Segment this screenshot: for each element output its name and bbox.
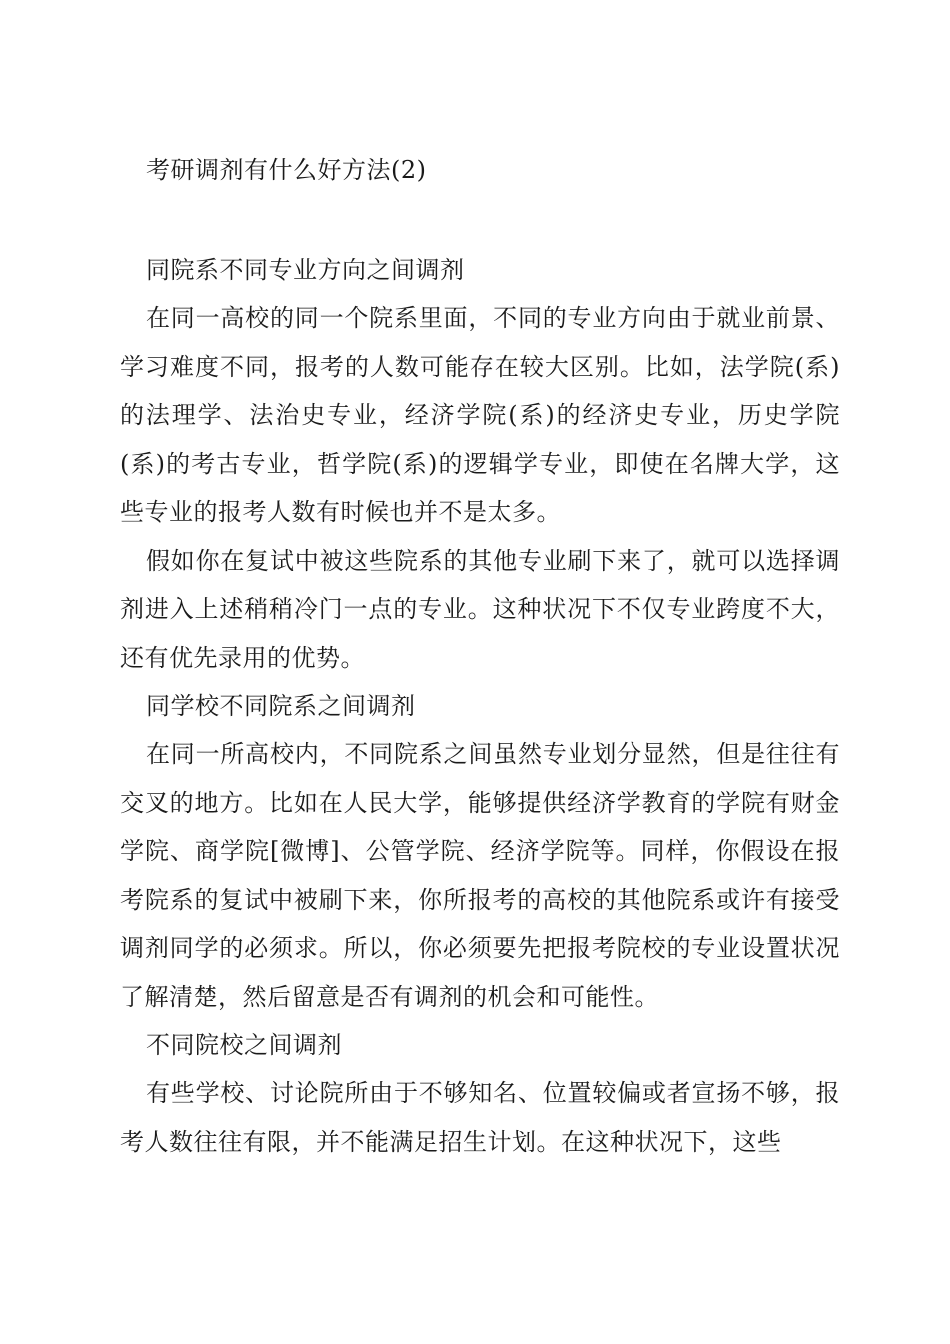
document-title: 考研调剂有什么好方法(2) [146, 156, 427, 184]
paragraph: 在同一高校的同一个院系里面，不同的专业方向由于就业前景、学习难度不同，报考的人数可能存在较大区别。比如，法学院(系)的法理学、法治史专业，经济学院(系)的经济史专业，历史学院(系)的考古专业，哲学院(系)的逻辑学专业，即使在名牌大学，这些专业的报考人数有时候也并不是太多。 [120, 304, 840, 526]
section-heading: 同学校不同院系之间调剂 [146, 692, 416, 720]
document-body [120, 246, 840, 1166]
section-heading: 不同院校之间调剂 [146, 1031, 342, 1059]
section-heading: 同院系不同专业方向之间调剂 [146, 256, 465, 284]
paragraph: 假如你在复试中被这些院系的其他专业刷下来了，就可以选择调剂进入上述稍稍冷门一点的专业。这种状况下不仅专业跨度不大，还有优先录用的优势。 [120, 546, 840, 672]
paragraph: 有些学校、讨论院所由于不够知名、位置较偏或者宣扬不够，报考人数往往有限，并不能满足招生计划。在这种状况下，这些 [120, 1079, 840, 1156]
paragraph: 在同一所高校内，不同院系之间虽然专业划分显然，但是往往有交叉的地方。比如在人民大学，能够提供经济学教育的学院有财金学院、商学院[微博]、公管学院、经济学院等。同样，你假设在报考院系的复试中被刷下来，你所报考的高校的其他院系或许有接受调剂同学的必须求。所以，你必须要先把报考院校的专业设置状况了解清楚，然后留意是否有调剂的机会和可能性。 [120, 740, 840, 1011]
